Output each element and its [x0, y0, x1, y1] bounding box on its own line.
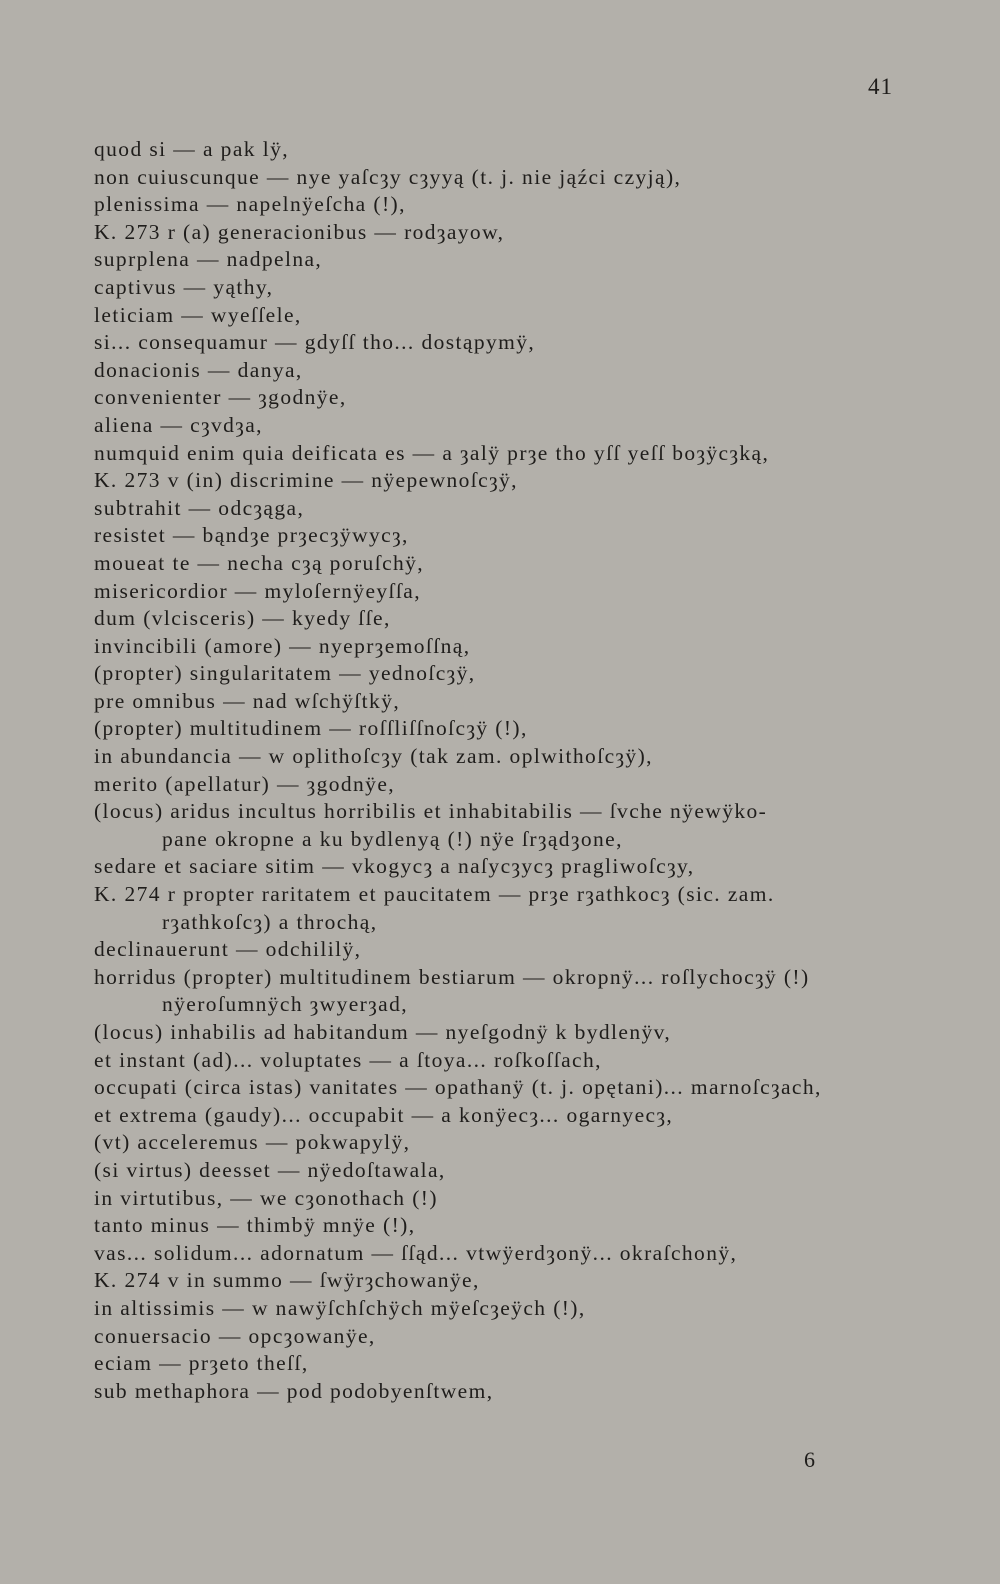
glossary-line: vas... solidum... adornatum — ſſąd... vtwÿerdȝonÿ... okraſchonÿ,: [94, 1240, 738, 1265]
glossary-line: (propter) singularitatem — yednoſcȝÿ,: [94, 661, 476, 686]
glossary-line: K. 274 v in summo — ſwÿrȝchowanÿe,: [94, 1268, 480, 1293]
glossary-line: pre omnibus — nad wſchÿſtkÿ,: [94, 688, 401, 713]
glossary-line: occupati (circa istas) vanitates — opathanÿ (t. j. opętani)... marnoſcȝach,: [94, 1075, 822, 1100]
glossary-line: K. 273 v (in) discrimine — nÿepewnoſcȝÿ,: [94, 468, 518, 493]
page-number: 41: [868, 74, 893, 99]
glossary-line: misericordior — myloſernÿeyſſa,: [94, 578, 422, 603]
glossary-line: captivus — yąthy,: [94, 274, 274, 299]
glossary-line: plenissima — napelnÿeſcha (!),: [94, 192, 406, 217]
glossary-line: quod si — a pak lÿ,: [94, 137, 289, 161]
glossary-line: horridus (propter) multitudinem bestiarum — okropnÿ... roſlychocȝÿ (!): [94, 964, 810, 989]
glossary-line: (si virtus) deesset — nÿedoſtawala,: [94, 1157, 446, 1182]
glossary-line: leticiam — wyeſſele,: [94, 302, 302, 327]
glossary-line: convenienter — ȝgodnÿe,: [94, 385, 347, 410]
glossary-line: eciam — prȝeto theſſ,: [94, 1351, 309, 1376]
glossary-line: suprplena — nadpelna,: [94, 247, 323, 272]
glossary-line: merito (apellatur) — ȝgodnÿe,: [94, 771, 396, 796]
glossary-line: in abundancia — w oplithoſcȝy (tak zam. oplwithoſcȝÿ),: [94, 744, 653, 769]
glossary-line: donacionis — danya,: [94, 357, 303, 382]
glossary-line: K. 273 r (a) generacionibus — rodȝayow,: [94, 219, 505, 244]
glossary-line: non cuiuscunque — nye yaſcȝy cȝyyą (t. j. nie jąźci czyją),: [94, 164, 682, 189]
glossary-line: (propter) multitudinem — roſſliſſnoſcȝÿ (!),: [94, 716, 528, 741]
glossary-line: et instant (ad)... voluptates — a ſtoya... roſkoſſach,: [94, 1047, 602, 1072]
glossary-line: conuersacio — opcȝowanÿe,: [94, 1323, 376, 1348]
glossary-line: resistet — bąndȝe prȝecȝÿwycȝ,: [94, 523, 409, 548]
glossary-line: dum (vlcisceris) — kyedy ſſe,: [94, 606, 391, 631]
glossary-line: aliena — cȝvdȝa,: [94, 412, 263, 437]
glossary-line: rȝathkoſcȝ) a throchą,: [162, 909, 378, 934]
glossary-line: (locus) aridus incultus horribilis et inhabitabilis — ſvche nÿewÿko-: [94, 799, 768, 824]
glossary-line: (vt) acceleremus — pokwapylÿ,: [94, 1130, 411, 1155]
glossary-line: declinauerunt — odchililÿ,: [94, 937, 362, 962]
glossary-line: pane okropne a ku bydlenyą (!) nÿe ſrȝądȝone,: [162, 826, 623, 851]
signature-mark: 6: [804, 1447, 815, 1472]
glossary-line: tanto minus — thimbÿ mnÿe (!),: [94, 1213, 416, 1238]
glossary-line: sedare et saciare sitim — vkogycȝ a naſycȝycȝ pragliwoſcȝy,: [94, 854, 695, 879]
glossary-entries: [94, 136, 914, 1405]
glossary-line: subtrahit — odcȝąga,: [94, 495, 305, 520]
glossary-line: invincibili (amore) — nyeprȝemoſſną,: [94, 633, 471, 658]
glossary-line: (locus) inhabilis ad habitandum — nyeſgodnÿ k bydlenÿv,: [94, 1020, 672, 1044]
glossary-line: moueat te — necha cȝą poruſchÿ,: [94, 550, 425, 575]
glossary-line: sub methaphora — pod podobyenſtwem,: [94, 1378, 494, 1403]
glossary-line: si... consequamur — gdyſſ tho... dostąpymÿ,: [94, 330, 536, 355]
glossary-line: in altissimis — w nawÿſchſchÿch mÿeſcȝeÿch (!),: [94, 1295, 586, 1320]
glossary-line: nÿeroſumnÿch ȝwyerȝad,: [162, 992, 408, 1017]
glossary-line: in virtutibus, — we cȝonothach (!): [94, 1185, 438, 1210]
glossary-line: K. 274 r propter raritatem et paucitatem — prȝe rȝathkocȝ (sic. zam.: [94, 882, 775, 907]
glossary-line: numquid enim quia deificata es — a ȝalÿ prȝe tho yſſ yeſſ boȝÿcȝką,: [94, 440, 770, 465]
glossary-line: et extrema (gaudy)... occupabit — a konÿecȝ... ogarnyecȝ,: [94, 1102, 674, 1127]
